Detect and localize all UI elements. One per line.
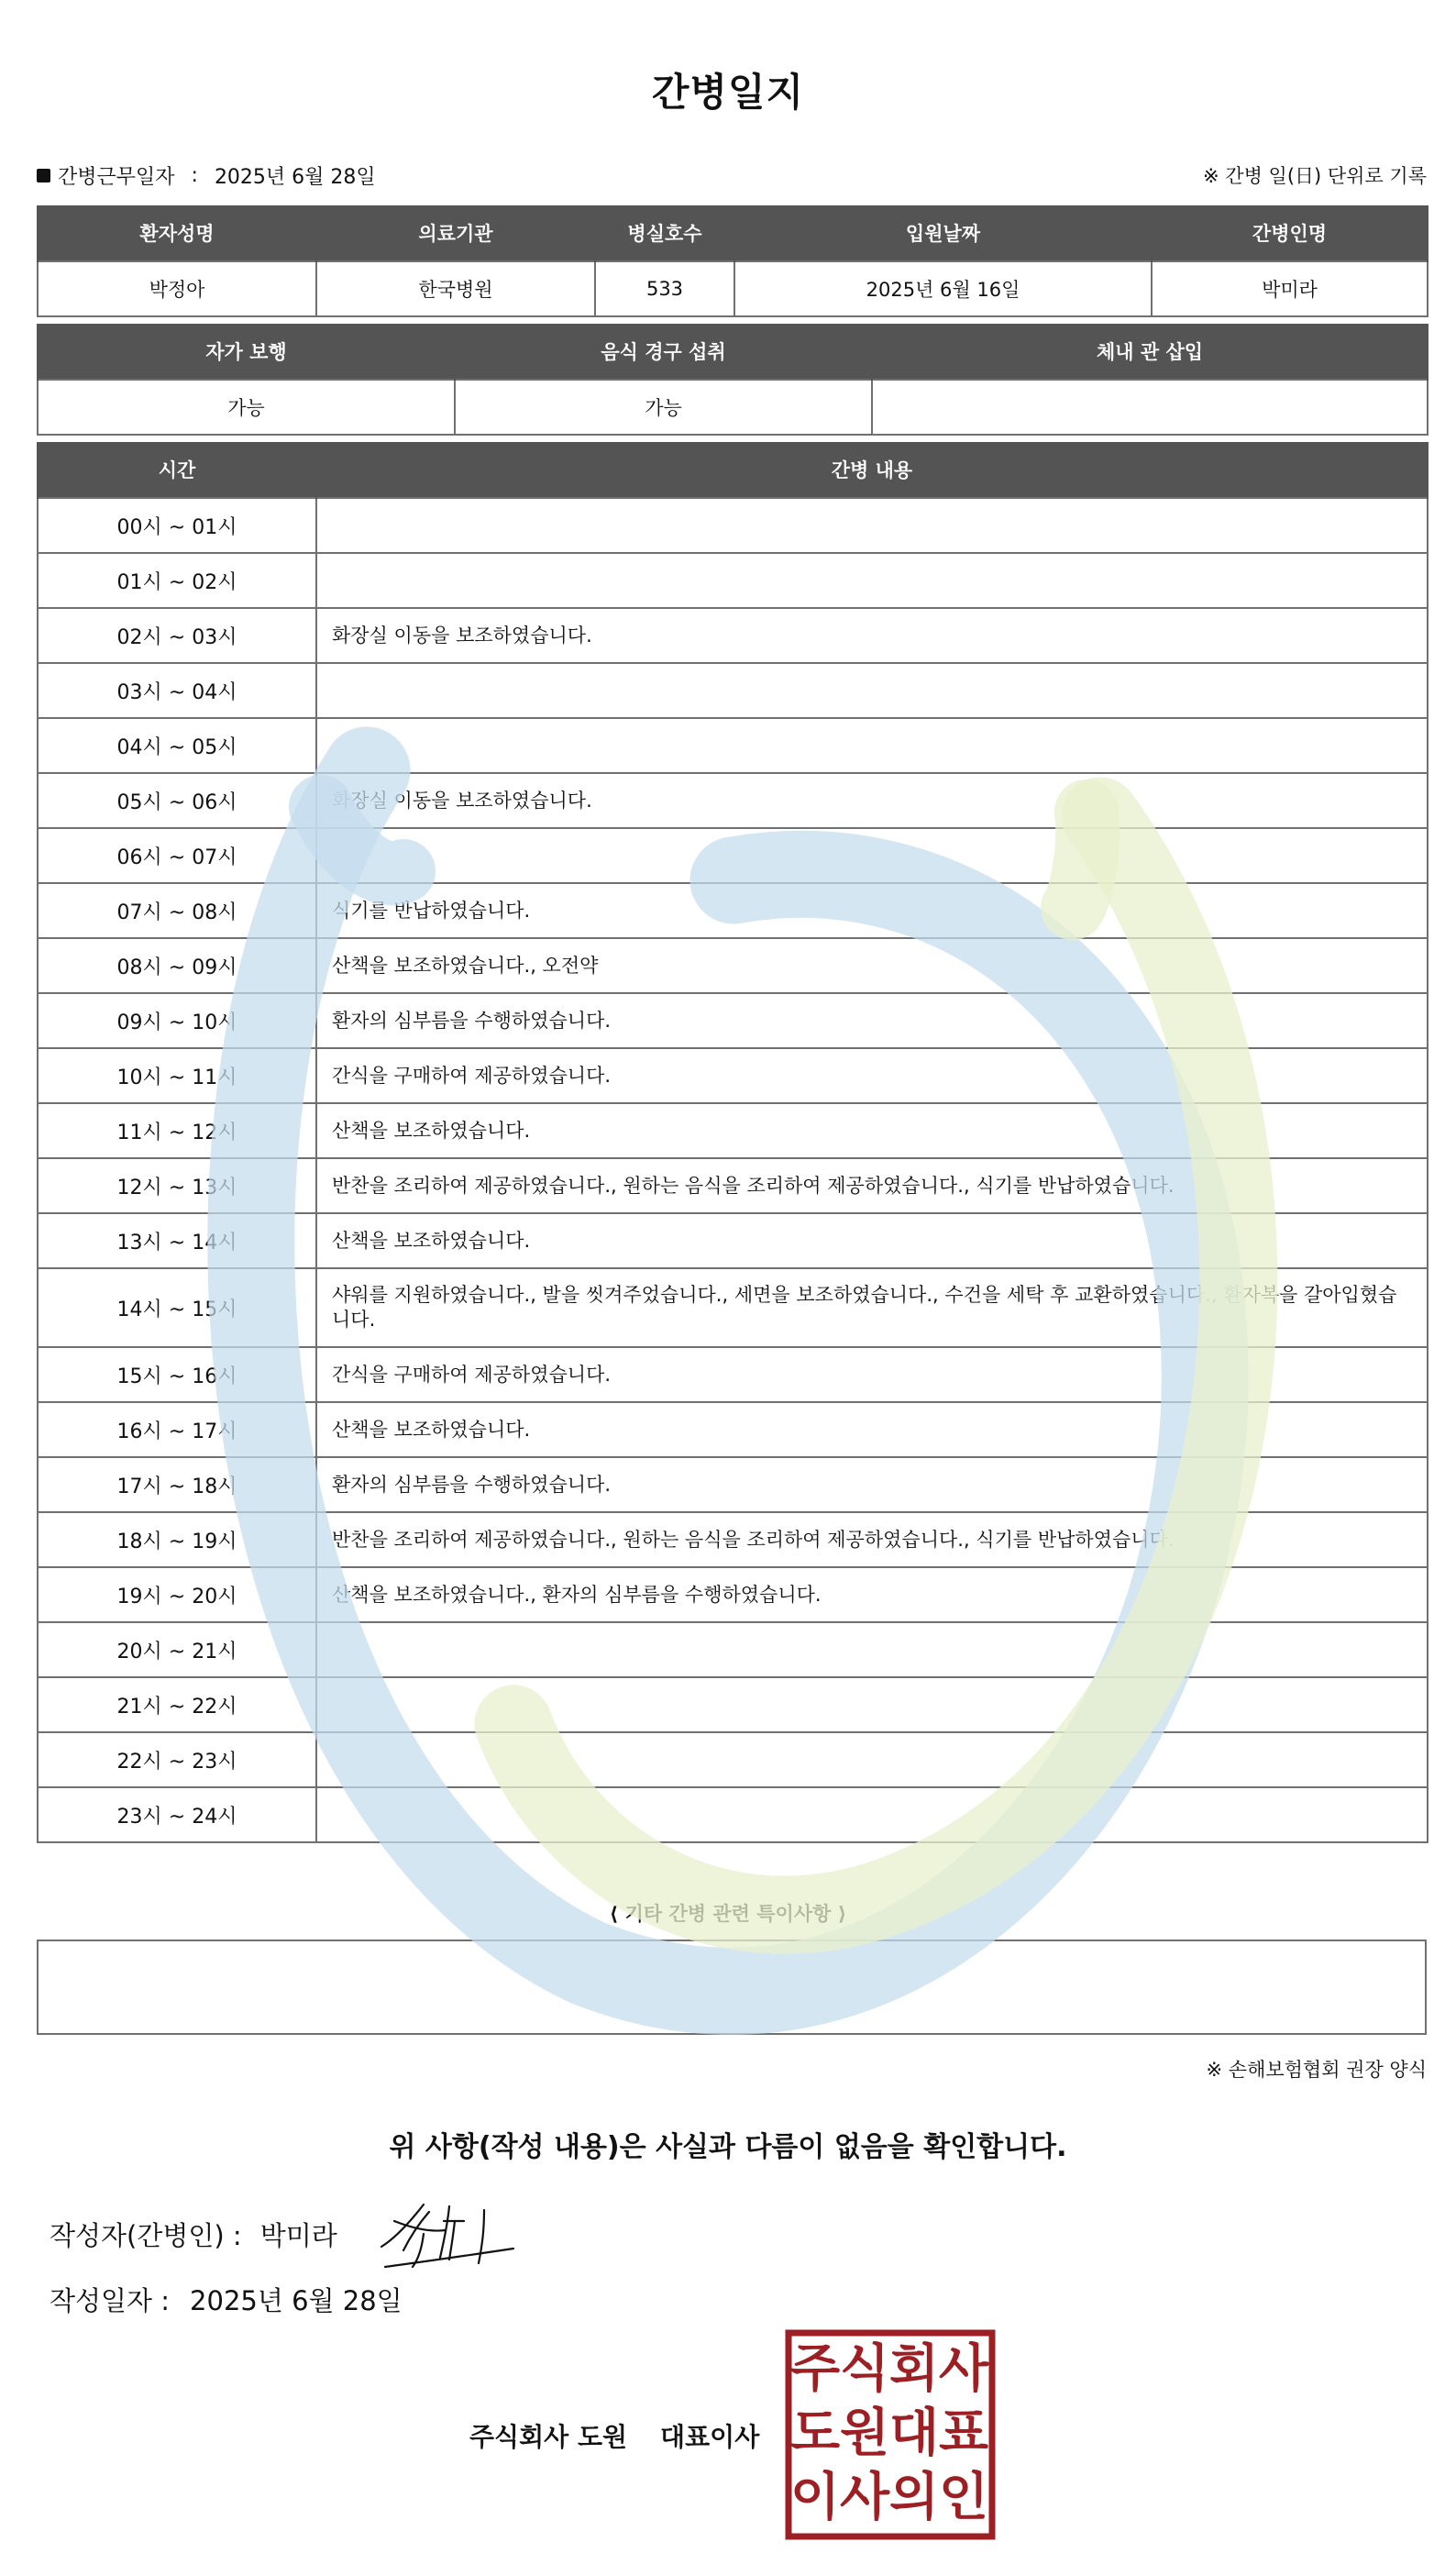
care-log-row xyxy=(38,663,1428,718)
care-log-time: 14시 ~ 15시 xyxy=(38,1268,316,1347)
header-self-walking: 자가 보행 xyxy=(38,324,455,380)
care-log-time: 09시 ~ 10시 xyxy=(38,993,316,1048)
care-log-row xyxy=(38,883,1428,938)
care-log-content: 화장실 이동을 보조하였습니다. xyxy=(316,773,1428,828)
seal-character: 사 xyxy=(938,2339,989,2399)
care-log-time: 21시 ~ 22시 xyxy=(38,1677,316,1732)
care-log-content: 간식을 구매하여 제공하였습니다. xyxy=(316,1048,1428,1103)
patient-table-value-row xyxy=(38,261,1428,316)
status-table-header-row xyxy=(38,324,1428,380)
seal-character: 표 xyxy=(938,2404,989,2463)
care-log-time: 03시 ~ 04시 xyxy=(38,663,316,718)
representative-title: 대표이사 xyxy=(660,2422,760,2452)
care-log-row xyxy=(38,553,1428,608)
care-log-content xyxy=(316,1677,1428,1732)
care-log-row xyxy=(38,608,1428,663)
care-log-time: 18시 ~ 19시 xyxy=(38,1512,316,1567)
header-patient-name: 환자성명 xyxy=(38,205,316,261)
work-date-label: 간병근무일자 xyxy=(58,166,175,189)
care-log-content xyxy=(316,498,1428,553)
header-care-content: 간병 내용 xyxy=(316,442,1428,498)
work-date-value: 2025년 6월 28일 xyxy=(214,166,376,189)
care-log-content: 산책을 보조하였습니다., 오전약 xyxy=(316,938,1428,993)
write-date-value: 2025년 6월 28일 xyxy=(190,2285,403,2316)
care-log-content xyxy=(316,1622,1428,1677)
seal-character: 사 xyxy=(839,2468,890,2527)
care-log-content: 환자의 심부름을 수행하였습니다. xyxy=(316,993,1428,1048)
care-log-time: 10시 ~ 11시 xyxy=(38,1048,316,1103)
care-log-time: 11시 ~ 12시 xyxy=(38,1103,316,1158)
patient-status-table xyxy=(37,324,1428,436)
header-caregiver-name: 간병인명 xyxy=(1152,205,1428,261)
unit-note: ※ 간병 일(日) 단위로 기록 xyxy=(1203,165,1427,187)
care-log-time: 06시 ~ 07시 xyxy=(38,828,316,883)
care-log-row xyxy=(38,1103,1428,1158)
hospital-value: 한국병원 xyxy=(316,261,595,316)
tube-insertion-value xyxy=(872,380,1428,435)
care-log-content: 반찬을 조리하여 제공하였습니다., 원하는 음식을 조리하여 제공하였습니다., 식기를 반납하였습니다. xyxy=(316,1158,1428,1213)
bullet-square-icon xyxy=(37,169,50,182)
care-log-row xyxy=(38,1677,1428,1732)
work-date-line xyxy=(37,161,376,190)
patient-name-value: 박정아 xyxy=(38,261,316,316)
special-notes-box xyxy=(37,1940,1427,2035)
care-log-row xyxy=(38,1567,1428,1622)
seal-character: 이 xyxy=(789,2468,841,2527)
care-log-content xyxy=(316,828,1428,883)
care-log-time: 23시 ~ 24시 xyxy=(38,1787,316,1842)
handwritten-signature xyxy=(376,2194,541,2276)
seal-character: 식 xyxy=(839,2339,890,2399)
care-log-row xyxy=(38,938,1428,993)
care-log-time: 04시 ~ 05시 xyxy=(38,718,316,773)
header-tube-insertion: 체내 관 삽입 xyxy=(872,324,1428,380)
seal-character: 원 xyxy=(839,2404,890,2463)
care-log-row xyxy=(38,1732,1428,1787)
care-log-time: 17시 ~ 18시 xyxy=(38,1457,316,1512)
care-log-row xyxy=(38,1347,1428,1402)
care-log-time: 05시 ~ 06시 xyxy=(38,773,316,828)
care-log-time: 20시 ~ 21시 xyxy=(38,1622,316,1677)
write-date-label: 작성일자 : xyxy=(50,2285,171,2316)
header-time: 시간 xyxy=(38,442,316,498)
care-log-row xyxy=(38,1622,1428,1677)
care-log-row xyxy=(38,1048,1428,1103)
oral-intake-value: 가능 xyxy=(455,380,872,435)
company-name: 주식회사 도원 xyxy=(469,2422,628,2452)
seal-character: 도 xyxy=(789,2404,841,2463)
care-log-time: 12시 ~ 13시 xyxy=(38,1158,316,1213)
care-log-time: 02시 ~ 03시 xyxy=(38,608,316,663)
care-log-body xyxy=(38,498,1428,1842)
care-log-content xyxy=(316,1787,1428,1842)
care-log-content: 간식을 구매하여 제공하였습니다. xyxy=(316,1347,1428,1402)
care-log-content xyxy=(316,553,1428,608)
care-log-content: 산책을 보조하였습니다. xyxy=(316,1402,1428,1457)
care-log-time: 08시 ~ 09시 xyxy=(38,938,316,993)
work-date-separator: : xyxy=(191,164,198,187)
care-log-time: 16시 ~ 17시 xyxy=(38,1402,316,1457)
care-log-content: 산책을 보조하였습니다. xyxy=(316,1213,1428,1268)
header-oral-intake: 음식 경구 섭취 xyxy=(455,324,872,380)
status-table-value-row xyxy=(38,380,1428,435)
care-log-row xyxy=(38,1213,1428,1268)
header-admission-date: 입원날짜 xyxy=(734,205,1152,261)
care-log-row xyxy=(38,773,1428,828)
seal-character: 대 xyxy=(888,2404,940,2463)
seal-character: 인 xyxy=(938,2468,989,2527)
care-log-content: 산책을 보조하였습니다., 환자의 심부름을 수행하였습니다. xyxy=(316,1567,1428,1622)
care-log-row xyxy=(38,498,1428,553)
care-log-header-row xyxy=(38,442,1428,498)
seal-character: 주 xyxy=(789,2339,841,2399)
special-notes-title: ⟨ 기타 간병 관련 특이사항 ⟩ xyxy=(609,1903,847,1925)
care-log-content xyxy=(316,663,1428,718)
patient-table-header-row xyxy=(38,205,1428,261)
care-log-row xyxy=(38,1512,1428,1567)
care-log-content xyxy=(316,1732,1428,1787)
admission-date-value: 2025년 6월 16일 xyxy=(734,261,1152,316)
care-log-row xyxy=(38,1787,1428,1842)
care-log-content xyxy=(316,718,1428,773)
care-log-row xyxy=(38,828,1428,883)
care-log-table xyxy=(37,442,1428,1843)
company-line xyxy=(469,2417,759,2454)
seal-character: 의 xyxy=(888,2468,940,2527)
care-log-time: 22시 ~ 23시 xyxy=(38,1732,316,1787)
caregiver-name-value: 박미라 xyxy=(1152,261,1428,316)
write-date-line xyxy=(50,2281,403,2318)
care-log-row xyxy=(38,1402,1428,1457)
care-log-content: 식기를 반납하였습니다. xyxy=(316,883,1428,938)
care-log-time: 13시 ~ 14시 xyxy=(38,1213,316,1268)
page-title: 간병일지 xyxy=(651,70,805,115)
room-number-value: 533 xyxy=(595,261,734,316)
care-log-content: 화장실 이동을 보조하였습니다. xyxy=(316,608,1428,663)
care-log-time: 15시 ~ 16시 xyxy=(38,1347,316,1402)
care-log-row xyxy=(38,1457,1428,1512)
patient-info-table xyxy=(37,205,1428,317)
care-log-content: 반찬을 조리하여 제공하였습니다., 원하는 음식을 조리하여 제공하였습니다., 식기를 반납하였습니다. xyxy=(316,1512,1428,1567)
care-log-time: 07시 ~ 08시 xyxy=(38,883,316,938)
insurance-association-note: ※ 손해보험협회 권장 양식 xyxy=(1206,2059,1427,2081)
writer-line xyxy=(50,2216,337,2253)
care-log-content: 환자의 심부름을 수행하였습니다. xyxy=(316,1457,1428,1512)
header-hospital: 의료기관 xyxy=(316,205,595,261)
care-log-row xyxy=(38,718,1428,773)
seal-character: 회 xyxy=(888,2339,940,2399)
care-log-time: 01시 ~ 02시 xyxy=(38,553,316,608)
care-log-row xyxy=(38,1158,1428,1213)
company-seal-stamp xyxy=(785,2329,996,2540)
care-log-content: 샤워를 지원하였습니다., 발을 씻겨주었습니다., 세면을 보조하였습니다., 수건을 세탁 후 교환하였습니다., 환자복을 갈아입혔습니다. xyxy=(316,1268,1428,1347)
care-log-time: 19시 ~ 20시 xyxy=(38,1567,316,1622)
care-log-time: 00시 ~ 01시 xyxy=(38,498,316,553)
header-room-number: 병실호수 xyxy=(595,205,734,261)
writer-label: 작성자(간병인) : xyxy=(50,2220,242,2251)
care-log-content: 산책을 보조하였습니다. xyxy=(316,1103,1428,1158)
writer-name: 박미라 xyxy=(259,2220,337,2251)
confirmation-statement: 위 사항(작성 내용)은 사실과 다름이 없음을 확인합니다. xyxy=(389,2131,1067,2163)
care-log-row xyxy=(38,1268,1428,1347)
self-walking-value: 가능 xyxy=(38,380,455,435)
care-log-row xyxy=(38,993,1428,1048)
